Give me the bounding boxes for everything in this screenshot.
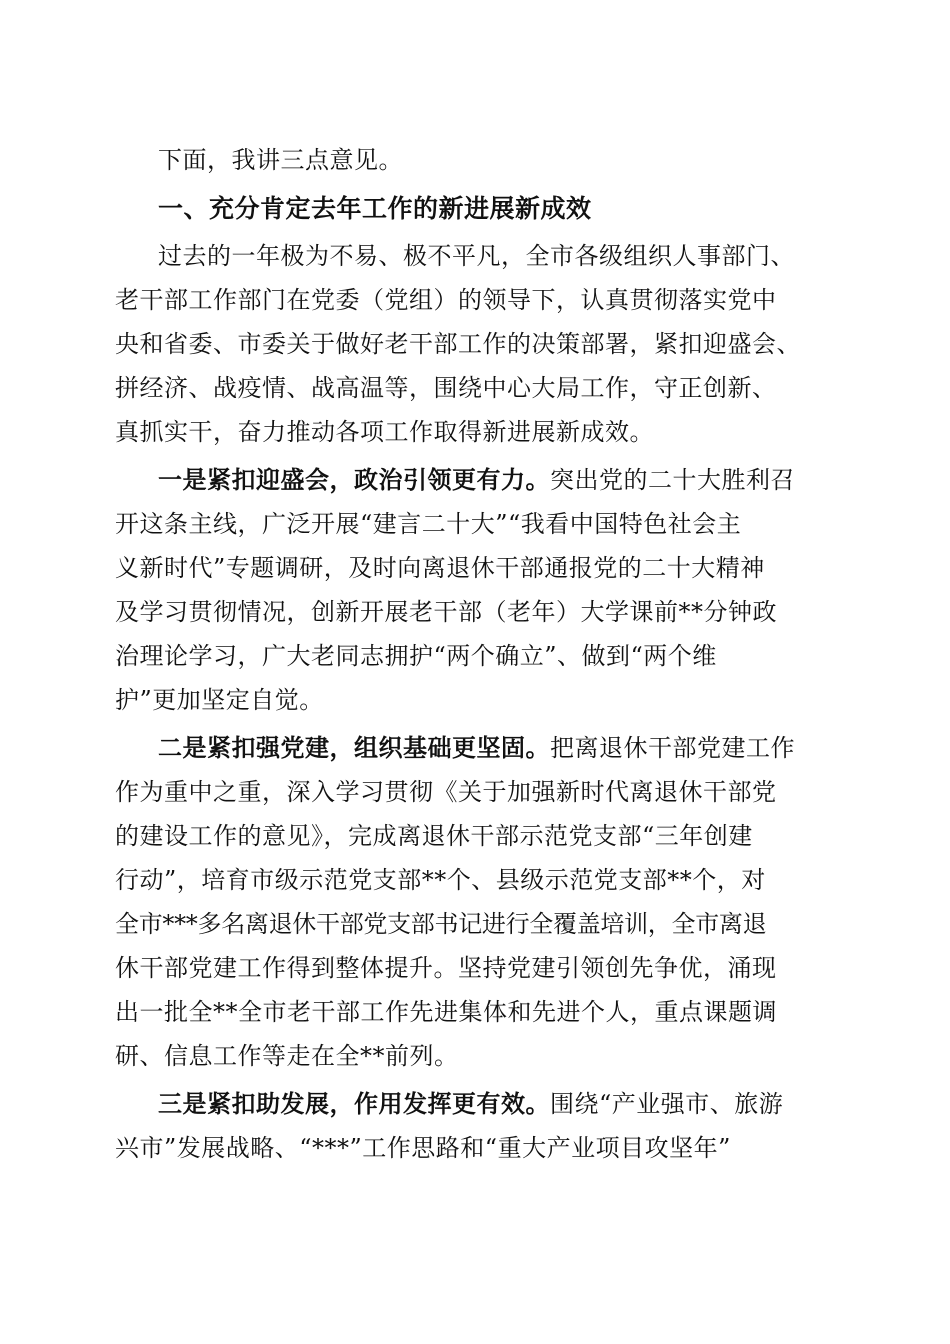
paragraph-2-line-2: 开这条主线，广泛开展“建言二十大”“我看中国特色社会主 <box>115 510 742 538</box>
paragraph-4-lead: 三是紧扣助发展，作用发挥更有效。 <box>158 1090 550 1118</box>
section-heading-1: 一、充分肯定去年工作的新进展新成效 <box>158 194 592 223</box>
paragraph-3-first-rest: 把离退休干部党建工作 <box>550 734 795 762</box>
paragraph-3-line-7: 出一批全**全市老干部工作先进集体和先进个人，重点课题调 <box>115 998 777 1026</box>
paragraph-3-line-1 <box>158 728 835 768</box>
paragraph-3-line-5: 全市***多名离退休干部党支部书记进行全覆盖培训，全市离退 <box>115 910 767 938</box>
paragraph-4-line-2: 兴市”发展战略、“***”工作思路和“重大产业项目攻坚年” <box>115 1134 731 1162</box>
paragraph-4-line-1 <box>158 1084 835 1124</box>
paragraph-3-line-2: 作为重中之重，深入学习贯彻《关于加强新时代离退休干部党 <box>115 778 777 806</box>
intro-paragraph: 下面，我讲三点意见。 <box>158 146 403 174</box>
paragraph-2-line-1 <box>158 460 835 500</box>
paragraph-2-line-3: 义新时代”专题调研，及时向离退休干部通报党的二十大精神 <box>115 554 765 582</box>
paragraph-4-first-rest: 围绕“产业强市、旅游 <box>550 1090 784 1118</box>
paragraph-2-line-5: 治理论学习，广大老同志拥护“两个确立”、做到“两个维 <box>115 642 717 670</box>
paragraph-2-first-rest: 突出党的二十大胜利召 <box>550 466 795 494</box>
paragraph-2-lead: 一是紧扣迎盛会，政治引领更有力。 <box>158 466 550 494</box>
paragraph-1-line-3: 央和省委、市委关于做好老干部工作的决策部署，紧扣迎盛会、 <box>115 330 801 358</box>
paragraph-2-line-6: 护”更加坚定自觉。 <box>115 686 324 714</box>
paragraph-1-line-4: 拼经济、战疫情、战高温等，围绕中心大局工作，守正创新、 <box>115 374 777 402</box>
paragraph-3-lead: 二是紧扣强党建，组织基础更坚固。 <box>158 734 550 762</box>
paragraph-3-line-8: 研、信息工作等走在全**前列。 <box>115 1042 459 1070</box>
paragraph-3-line-6: 休干部党建工作得到整体提升。坚持党建引领创先争优，涌现 <box>115 954 777 982</box>
paragraph-3-line-4: 行动”，培育市级示范党支部**个、县级示范党支部**个，对 <box>115 866 766 894</box>
paragraph-1-line-1: 过去的一年极为不易、极不平凡，全市各级组织人事部门、 <box>158 242 795 270</box>
paragraph-1-line-2: 老干部工作部门在党委（党组）的领导下，认真贯彻落实党中 <box>115 286 777 314</box>
paragraph-3-line-3: 的建设工作的意见》，完成离退休干部示范党支部“三年创建 <box>115 822 753 850</box>
paragraph-1-line-5: 真抓实干，奋力推动各项工作取得新进展新成效。 <box>115 418 654 446</box>
paragraph-2-line-4: 及学习贯彻情况，创新开展老干部（老年）大学课前**分钟政 <box>115 598 777 626</box>
